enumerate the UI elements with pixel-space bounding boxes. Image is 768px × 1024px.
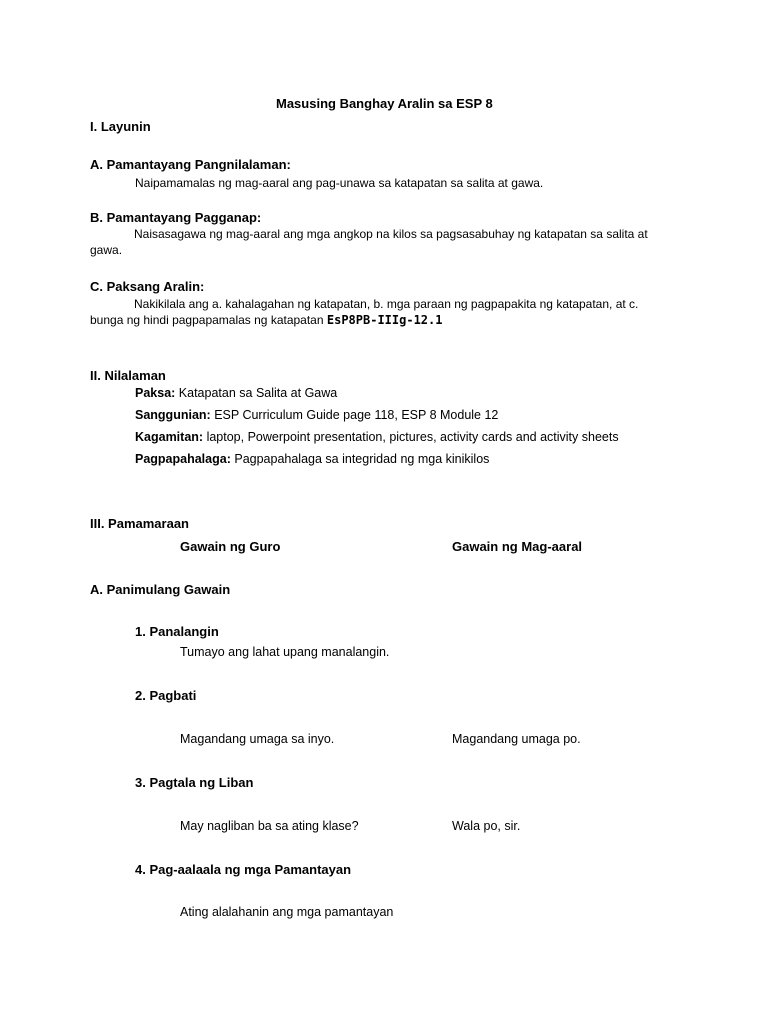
nilalaman-item-pagpapahalaga bbox=[135, 453, 489, 466]
step-pagtala-heading: 3. Pagtala ng Liban bbox=[135, 775, 254, 790]
step-panalangin-heading: 1. Panalangin bbox=[135, 624, 219, 639]
column-header-gawain-ng-mag-aaral: Gawain ng Mag-aaral bbox=[452, 539, 583, 554]
pamantayang-pagganap-text bbox=[90, 226, 690, 258]
panimulang-gawain-heading: A. Panimulang Gawain bbox=[90, 582, 231, 597]
step-panalangin-guro: Tumayo ang lahat upang manalangin. bbox=[180, 645, 390, 659]
pamantayang-pagganap-line2: gawa. bbox=[90, 243, 123, 257]
section-nilalaman-heading: II. Nilalaman bbox=[90, 368, 166, 383]
paksa-value: Katapatan sa Salita at Gawa bbox=[178, 386, 338, 400]
paksang-aralin-text bbox=[90, 296, 690, 328]
document-title: Masusing Banghay Aralin sa ESP 8 bbox=[276, 96, 493, 111]
step-pagbati-heading: 2. Pagbati bbox=[135, 688, 197, 703]
step-pagbati-mag-aaral: Magandang umaga po. bbox=[452, 732, 581, 746]
pamantayang-pagganap-heading: B. Pamantayang Pagganap: bbox=[90, 210, 262, 225]
paksang-aralin-heading: C. Paksang Aralin: bbox=[90, 279, 205, 294]
nilalaman-item-paksa bbox=[135, 387, 337, 400]
step-pag-aalaala-guro: Ating alalahanin ang mga pamantayan bbox=[180, 905, 394, 919]
step-pag-aalaala-heading: 4. Pag-aalaala ng mga Pamantayan bbox=[135, 862, 352, 877]
pamantayang-pangnilalaman-text: Naipamamalas ng mag-aaral ang pag-unawa sa katapatan sa salita at gawa. bbox=[135, 176, 544, 190]
step-pagtala-mag-aaral: Wala po, sir. bbox=[452, 819, 521, 833]
kagamitan-label: Kagamitan: bbox=[135, 430, 204, 444]
sanggunian-value: ESP Curriculum Guide page 118, ESP 8 Module 12 bbox=[214, 408, 499, 422]
section-layunin-heading: I. Layunin bbox=[90, 119, 151, 134]
nilalaman-item-kagamitan bbox=[135, 431, 619, 444]
nilalaman-item-sanggunian bbox=[135, 409, 498, 422]
section-pamamaraan-heading: III. Pamamaraan bbox=[90, 516, 189, 531]
paksang-aralin-line1: Nakikilala ang a. kahalagahan ng katapatan, b. mga paraan ng pagpapakita ng katapatan, at c. bbox=[134, 297, 639, 311]
step-pagtala-guro: May nagliban ba sa ating klase? bbox=[180, 819, 359, 833]
kagamitan-value: laptop, Powerpoint presentation, pictures, activity cards and activity sheets bbox=[206, 430, 619, 444]
pagpapahalaga-label: Pagpapahalaga: bbox=[135, 452, 231, 466]
pagpapahalaga-value: Pagpapahalaga sa integridad ng mga kinikilos bbox=[234, 452, 490, 466]
sanggunian-label: Sanggunian: bbox=[135, 408, 211, 422]
paksang-aralin-line2: bunga ng hindi pagpapamalas ng katapatan bbox=[90, 313, 324, 327]
pamantayang-pagganap-line1: Naisasagawa ng mag-aaral ang mga angkop na kilos sa pagsasabuhay ng katapatan sa salita at bbox=[134, 227, 648, 241]
step-pagbati-guro: Magandang umaga sa inyo. bbox=[180, 732, 335, 746]
column-header-gawain-ng-guro: Gawain ng Guro bbox=[180, 539, 281, 554]
competency-code: EsP8PB-IIIg-12.1 bbox=[326, 313, 443, 327]
pamantayang-pangnilalaman-heading: A. Pamantayang Pangnilalaman: bbox=[90, 157, 291, 172]
paksa-label: Paksa: bbox=[135, 386, 176, 400]
